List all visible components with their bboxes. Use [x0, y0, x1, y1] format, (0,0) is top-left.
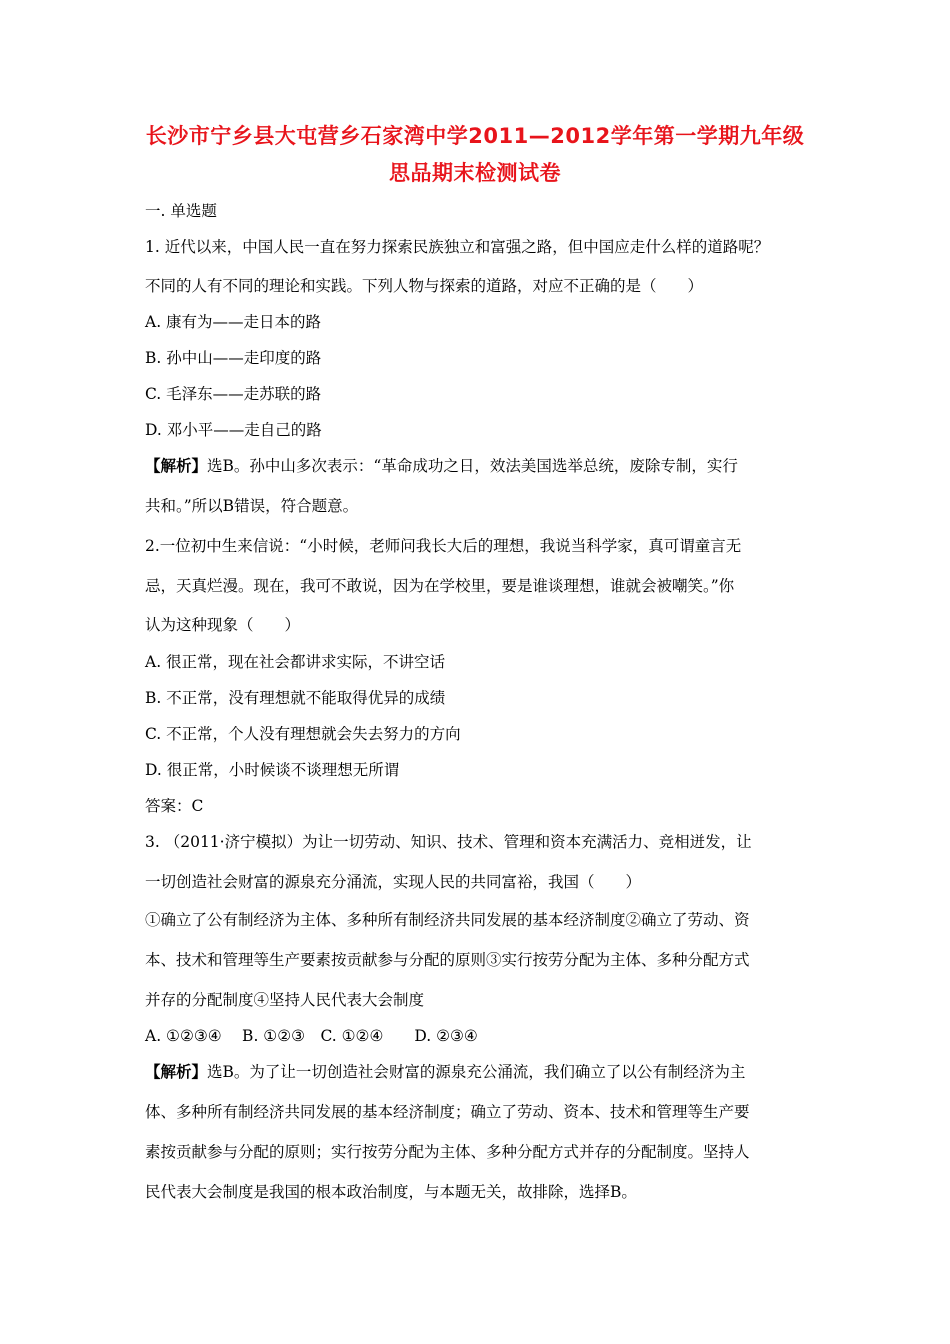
q2-stem-line-1: 2.一位初中生来信说：“小时候，老师问我长大后的理想，我说当科学家，真可谓童言无 — [145, 537, 742, 555]
analysis-label: 【解析】 — [145, 456, 208, 475]
q2-option-b: B. 不正常，没有理想就不能取得优异的成绩 — [145, 689, 446, 707]
q3-analysis-line-2: 体、多种所有制经济共同发展的基本经济制度；确立了劳动、资本、技术和管理等生产要 — [145, 1103, 750, 1121]
q2-stem-line-3: 认为这种现象（ ） — [145, 616, 301, 634]
q1-option-a: A. 康有为——走日本的路 — [145, 313, 322, 331]
q2-option-a: A. 很正常，现在社会都讲求实际，不讲空话 — [145, 653, 446, 671]
q3-stem-line-3: ①确立了公有制经济为主体、多种所有制经济共同发展的基本经济制度②确立了劳动、资 — [145, 911, 750, 929]
q3-stem-line-2: 一切创造社会财富的源泉充分涌流，实现人民的共同富裕，我国（ ） — [145, 873, 642, 891]
q3-analysis-line-4: 民代表大会制度是我国的根本政治制度，与本题无关，故排除，选择B。 — [145, 1183, 637, 1201]
q1-option-d: D. 邓小平——走自己的路 — [145, 421, 322, 439]
document-title-line-1: 长沙市宁乡县大屯营乡石家湾中学2011—2012学年第一学期九年级 — [145, 124, 805, 148]
q1-option-c: C. 毛泽东——走苏联的路 — [145, 385, 322, 403]
q3-analysis-line-1 — [145, 1061, 810, 1083]
analysis-label: 【解析】 — [145, 1062, 208, 1081]
q1-option-b: B. 孙中山——走印度的路 — [145, 349, 322, 367]
q2-option-d: D. 很正常，小时候谈不谈理想无所谓 — [145, 761, 400, 779]
q2-answer: 答案：C — [145, 797, 204, 815]
document-title-line-2: 思品期末检测试卷 — [389, 161, 561, 185]
q2-option-c: C. 不正常，个人没有理想就会失去努力的方向 — [145, 725, 461, 743]
q2-stem-line-2: 忌，天真烂漫。现在，我可不敢说，因为在学校里，要是谁谈理想，谁就会被嘲笑。”你 — [145, 577, 735, 595]
q3-stem-line-4: 本、技术和管理等生产要素按贡献参与分配的原则③实行按劳分配为主体、多种分配方式 — [145, 951, 750, 969]
q1-stem-line-2: 不同的人有不同的理论和实践。下列人物与探索的道路，对应不正确的是（ ） — [145, 277, 704, 295]
q1-stem-line-1: 1. 近代以来，中国人民一直在努力探索民族独立和富强之路，但中国应走什么样的道路呢？ — [145, 238, 770, 256]
q3-stem-line-1: 3. （2011·济宁模拟）为让一切劳动、知识、技术、管理和资本充满活力、竞相迸发，让 — [145, 833, 752, 851]
q3-options: A. ①②③④ B. ①②③ C. ①②④ D. ②③④ — [145, 1027, 478, 1045]
section-heading: 一. 单选题 — [145, 202, 217, 220]
q3-analysis-line-3: 素按贡献参与分配的原则；实行按劳分配为主体、多种分配方式并存的分配制度。坚持人 — [145, 1143, 750, 1161]
q1-analysis-line-1 — [145, 455, 810, 477]
q1-analysis-text: 选B。孙中山多次表示：“革命成功之日，效法美国选举总统，废除专制，实行 — [207, 457, 738, 475]
q3-stem-line-5: 并存的分配制度④坚持人民代表大会制度 — [145, 991, 425, 1009]
q3-analysis-text: 选B。为了让一切创造社会财富的源泉充公涌流，我们确立了以公有制经济为主 — [207, 1063, 746, 1081]
q1-analysis-line-2: 共和。”所以B错误，符合题意。 — [145, 497, 359, 515]
